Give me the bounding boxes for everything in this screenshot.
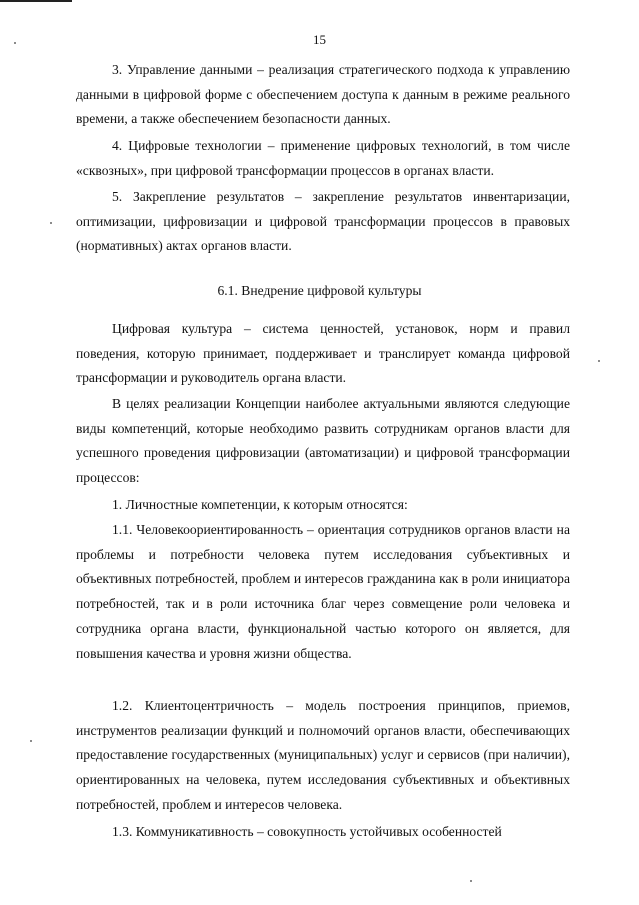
- scan-speck: [598, 360, 600, 362]
- paragraph-digital-culture: Цифровая культура – система ценностей, установок, норм и правил поведения, которую принимает, поддерживает и транслирует команда цифровой трансформации и руководитель органа власти.: [76, 321, 570, 386]
- paragraph-communicativeness: 1.3. Коммуникативность – совокупность устойчивых особенностей: [112, 824, 502, 839]
- paragraph-digital-technologies: 4. Цифровые технологии – применение цифровых технологий, в том числе «сквозных», при цифровой трансформации процессов в органах власти.: [76, 138, 570, 178]
- paragraph-human-orientation: 1.1. Человекоориентированность – ориентация сотрудников органов власти на проблемы и потребности человека путем исследования субъективных и объективных потребностей, проблем и интересов гражданина как в роли инициатора потребностей, так и в роли источника благ через совмещение роли человека и сотрудника органа власти, функциональной частью которого он является, для повышения качества и уровня жизни общества.: [76, 522, 570, 661]
- scan-speck: [50, 222, 52, 224]
- paragraph-results-consolidation: 5. Закрепление результатов – закрепление результатов инвентаризации, оптимизации, цифровизации и цифровой трансформации процессов в правовых (нормативных) актах органов власти.: [76, 189, 570, 254]
- paragraph-client-centricity: 1.2. Клиентоцентричность – модель построения принципов, приемов, инструментов реализации функций и полномочий органов власти, обеспечивающих предоставление государственных (муниципальных) услуг и сервисов (при наличии), ориентированных на человека, путем исследования субъективных и объективных потребностей, проблем и интересов человека.: [76, 698, 570, 812]
- scan-speck: [30, 740, 32, 742]
- page-number: 15: [313, 32, 326, 47]
- paragraph-competencies-intro: В целях реализации Концепции наиболее актуальными являются следующие виды компетенций, которые необходимо развить сотрудникам органов власти для успешного проведения цифровизации (автоматизации) и цифровой трансформации процессов:: [76, 396, 570, 486]
- scan-speck: [470, 880, 472, 882]
- paragraph-personal-competencies: 1. Личностные компетенции, к которым относятся:: [112, 497, 408, 512]
- scan-artifact-line: [0, 0, 72, 2]
- section-heading: 6.1. Внедрение цифровой культуры: [217, 283, 422, 298]
- paragraph-data-management: 3. Управление данными – реализация стратегического подхода к управлению данными в цифровой форме с обеспечением доступа к данным в режиме реального времени, а также обеспечением безопасности данных.: [76, 62, 570, 127]
